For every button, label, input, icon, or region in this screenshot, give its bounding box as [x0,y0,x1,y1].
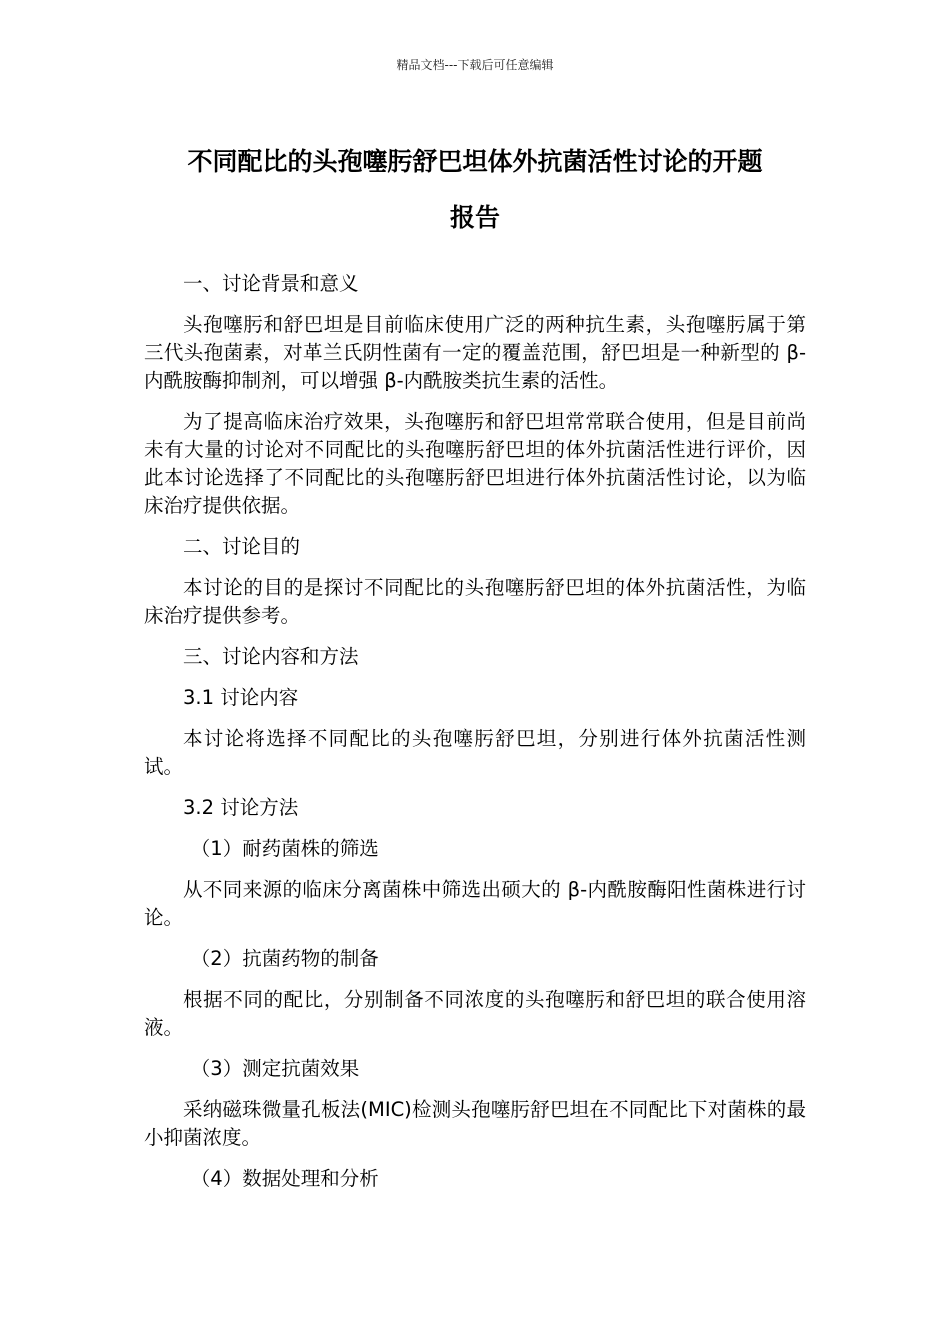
section-3-1-paragraph: 本讨论将选择不同配比的头孢噻肟舒巴坦，分别进行体外抗菌活性测试。 [144,727,806,778]
method-3-paragraph: 采纳磁珠微量孔板法(MIC)检测头孢噻肟舒巴坦在不同配比下对菌株的最小抑菌浓度。 [144,1098,806,1149]
method-4-heading: （4）数据处理和分析 [190,1167,379,1190]
method-1-paragraph: 从不同来源的临床分离菌株中筛选出硕大的 β-内酰胺酶阳性菌株进行讨论。 [144,878,806,929]
method-3-heading: （3）测定抗菌效果 [190,1057,360,1080]
document-title [143,134,807,246]
section-2-paragraph-1: 本讨论的目的是探讨不同配比的头孢噻肟舒巴坦的体外抗菌活性，为临床治疗提供参考。 [144,576,806,627]
section-1-paragraph-2: 为了提高临床治疗效果，头孢噻肟和舒巴坦常常联合使用，但是目前尚未有大量的讨论对不同配比的头孢噻肟舒巴坦的体外抗菌活性进行评价，因此本讨论选择了不同配比的头孢噻肟舒巴坦进行体外抗菌活性讨论，以为临床治疗提供依据。 [144,410,806,517]
section-3-1-heading: 3.1 讨论内容 [183,686,299,709]
title-line-1: 不同配比的头孢噻肟舒巴坦体外抗菌活性讨论的开题 [187,147,763,176]
title-line-2: 报告 [449,203,500,232]
section-3-2-heading: 3.2 讨论方法 [183,796,299,819]
section-1-heading: 一、讨论背景和意义 [183,272,359,295]
method-1-heading: （1）耐药菌株的筛选 [190,837,379,860]
section-2-heading: 二、讨论目的 [183,535,301,558]
section-1-paragraph-1: 头孢噻肟和舒巴坦是目前临床使用广泛的两种抗生素，头孢噻肟属于第三代头孢菌素，对革兰氏阴性菌有一定的覆盖范围，舒巴坦是一种新型的 β-内酰胺酶抑制剂，可以增强 β-内酰胺类抗生素的活性。 [144,313,806,392]
method-2-heading: （2）抗菌药物的制备 [190,947,379,970]
header-note: 精品文档---下载后可任意编辑 [396,58,554,72]
document-body [144,270,806,1206]
method-2-paragraph: 根据不同的配比，分别制备不同浓度的头孢噻肟和舒巴坦的联合使用溶液。 [144,988,806,1039]
section-3-heading: 三、讨论内容和方法 [183,645,359,668]
